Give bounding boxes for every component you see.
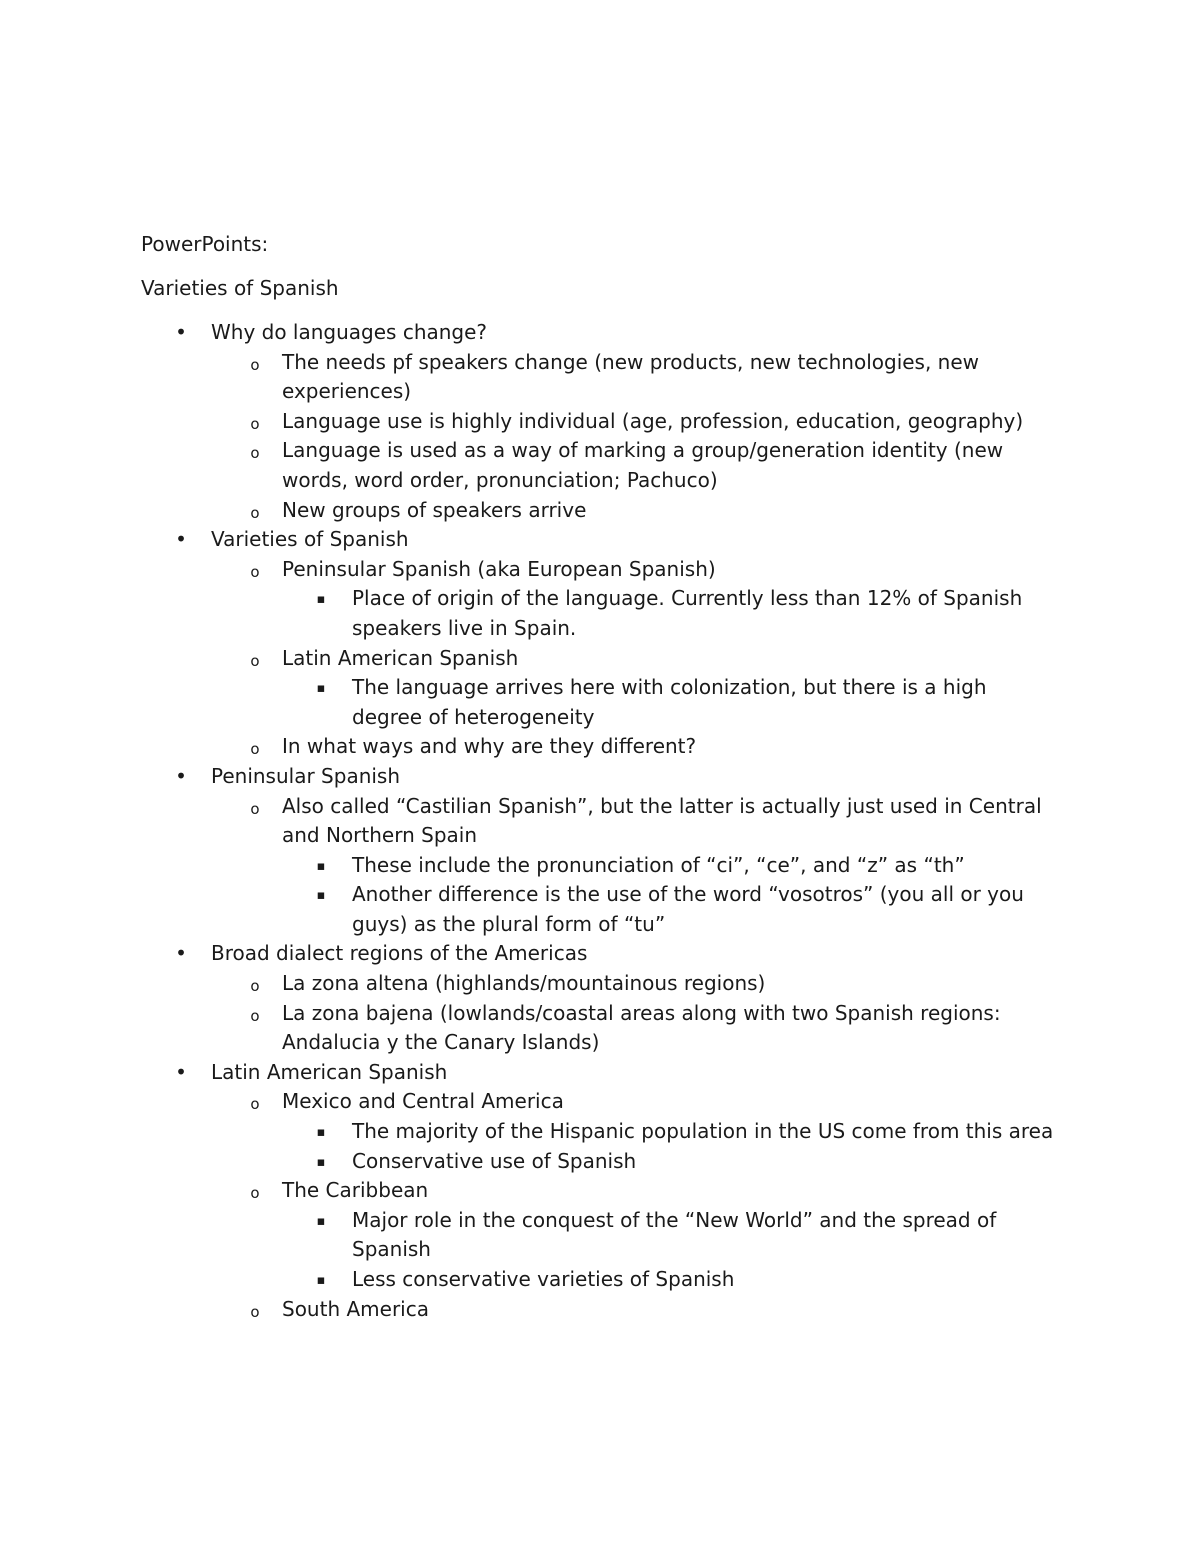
list-item-text: Why do languages change? (211, 320, 488, 344)
bullet-icon: o (250, 1302, 260, 1321)
bullet-icon: o (250, 740, 260, 759)
list-item-text: Mexico and Central America (282, 1089, 564, 1114)
list-item-text: The Caribbean (282, 1178, 429, 1203)
list-item-level-1 (0, 762, 1200, 792)
section-heading-topic: Varieties of Spanish (141, 276, 339, 300)
bullet-icon: ▪ (316, 1273, 326, 1288)
list-item-level-1 (0, 1058, 1200, 1088)
list-item-text: Language use is highly individual (age, profession, education, geography) (282, 408, 1024, 433)
bullet-icon: ▪ (316, 1154, 326, 1170)
list-item-level-3 (0, 673, 1200, 732)
bullet-icon: o (250, 651, 260, 670)
bullet-icon: o (250, 444, 260, 463)
list-item-text: Place of origin of the language. Currently less than 12% of Spanish speakers live in Spain. (352, 586, 1023, 640)
list-item-level-2 (0, 969, 1200, 999)
list-item-text: Language is used as a way of marking a group/generation identity (new words, word order, pronunciation; Pachuco) (282, 438, 1004, 492)
list-item-text: Peninsular Spanish (aka European Spanish) (282, 556, 716, 581)
list-item-text: Less conservative varieties of Spanish (352, 1267, 735, 1291)
bullet-icon: o (250, 977, 260, 996)
list-item-text: Varieties of Spanish (211, 527, 409, 552)
bullet-icon: ▪ (316, 681, 326, 697)
bullet-icon: o (250, 1184, 260, 1203)
list-item-level-2 (0, 999, 1200, 1058)
list-item-text: Conservative use of Spanish (352, 1148, 637, 1173)
bullet-icon: o (250, 562, 260, 581)
list-item-level-2 (0, 496, 1200, 526)
list-item-text: In what ways and why are they different? (282, 734, 697, 759)
list-item-level-2 (0, 348, 1200, 407)
bullet-icon: ▪ (316, 1125, 326, 1141)
list-item-level-2 (0, 644, 1200, 674)
list-item-text: Also called “Castilian Spanish”, but the latter is actually just used in Central and Northern Spain (282, 793, 1042, 848)
bullet-icon: • (175, 320, 187, 344)
bullet-outline (0, 318, 1200, 1324)
bullet-icon: ▪ (316, 592, 326, 608)
bullet-icon: o (250, 1095, 260, 1114)
list-item-text: The needs pf speakers change (new products, new technologies, new experiences) (282, 349, 980, 404)
bullet-icon: • (175, 527, 187, 552)
list-item-text: Major role in the conquest of the “New World” and the spread of Spanish (352, 1207, 997, 1262)
list-item-level-2 (0, 792, 1200, 851)
list-item-text: New groups of speakers arrive (282, 497, 587, 522)
list-item-text: The majority of the Hispanic population in the US come from this area (352, 1119, 1054, 1144)
list-item-level-3 (0, 1265, 1200, 1295)
bullet-icon: ▪ (316, 888, 326, 904)
bullet-icon: • (175, 1059, 187, 1084)
list-item-level-3 (0, 1147, 1200, 1177)
list-item-level-2 (0, 1295, 1200, 1325)
list-item-level-3 (0, 1206, 1200, 1265)
list-item-text: La zona altena (highlands/mountainous regions) (282, 971, 766, 996)
list-item-level-2 (0, 436, 1200, 495)
list-item-text: La zona bajena (lowlands/coastal areas along with two Spanish regions: Andalucia y the Canary Islands) (282, 1000, 1001, 1055)
list-item-level-2 (0, 407, 1200, 437)
section-heading-powerpoints: PowerPoints: (141, 232, 269, 256)
list-item-level-3 (0, 880, 1200, 939)
list-item-text: Latin American Spanish (211, 1059, 448, 1084)
list-item-level-2 (0, 555, 1200, 585)
list-item-text: These include the pronunciation of “ci”, “ce”, and “z” as “th” (352, 852, 965, 877)
list-item-level-2 (0, 1176, 1200, 1206)
bullet-icon: o (250, 1006, 260, 1025)
list-item-level-1 (0, 525, 1200, 555)
list-item-level-2 (0, 732, 1200, 762)
list-item-level-3 (0, 1117, 1200, 1147)
list-item-text: The language arrives here with colonization, but there is a high degree of heterogeneity (352, 675, 987, 729)
bullet-icon: o (250, 503, 260, 522)
list-item-text: Another difference is the use of the word “vosotros” (you all or you guys) as the plural form of “tu” (352, 882, 1024, 936)
list-item-text: Broad dialect regions of the Americas (211, 941, 588, 966)
bullet-icon: o (250, 414, 260, 433)
bullet-icon: • (175, 941, 187, 966)
bullet-icon: ▪ (316, 858, 326, 874)
list-item-text: South America (282, 1296, 429, 1321)
list-item-text: Peninsular Spanish (211, 763, 401, 788)
list-item-level-3 (0, 851, 1200, 881)
list-item-level-3 (0, 584, 1200, 643)
bullet-icon: o (250, 799, 260, 818)
bullet-icon: ▪ (316, 1213, 326, 1229)
bullet-icon: • (175, 763, 187, 788)
bullet-icon: o (250, 355, 260, 374)
list-item-level-2 (0, 1087, 1200, 1117)
list-item-text: Latin American Spanish (282, 645, 519, 670)
list-item-level-1 (0, 318, 1200, 348)
list-item-level-1 (0, 939, 1200, 969)
